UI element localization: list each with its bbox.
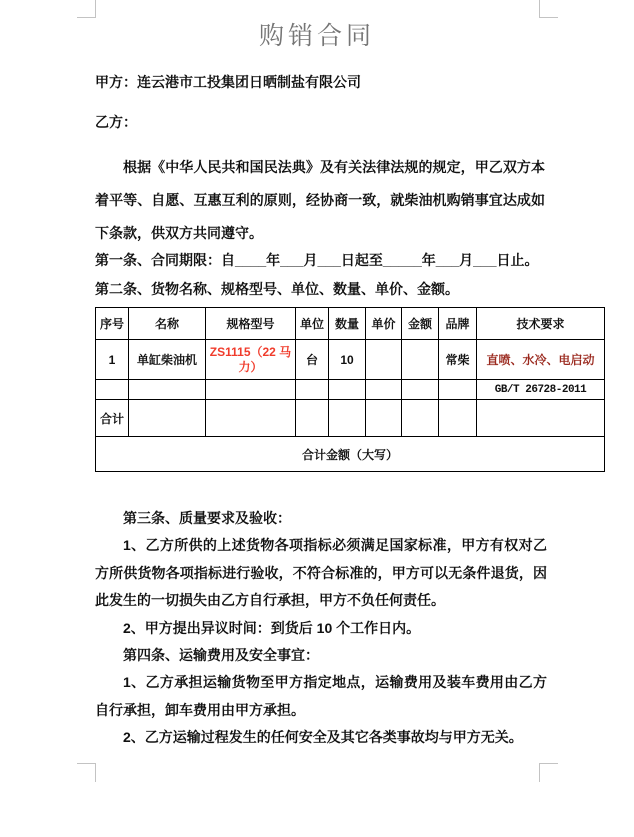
empty-cell <box>366 400 402 437</box>
header-tech: 技术要求 <box>477 308 605 340</box>
preamble-paragraph: 根据《中华人民共和国民法典》及有关法律法规的规定，甲乙双方本着平等、自愿、互惠互利的原则，经协商一致，就柴油机购销事宜达成如下条款，供双方共同遵守。 <box>95 159 545 241</box>
header-amount: 金额 <box>402 308 439 340</box>
empty-cell <box>402 400 439 437</box>
clause-4-heading: 第四条、运输费用及安全事宜： <box>123 647 319 664</box>
header-unit: 单位 <box>296 308 329 340</box>
margin-crop-mark-bottom-left <box>77 763 96 782</box>
empty-cell <box>439 400 477 437</box>
header-qty: 数量 <box>329 308 366 340</box>
header-spec: 规格型号 <box>206 308 296 340</box>
clause-3-item-2: 2、甲方提出异议时间：到货后 10 个工作日内。 <box>123 619 421 636</box>
empty-cell <box>296 400 329 437</box>
empty-cell <box>206 380 296 400</box>
clause-2-goods-intro: 第二条、货物名称、规格型号、单位、数量、单价、金额。 <box>95 281 459 297</box>
header-name: 名称 <box>129 308 206 340</box>
table-row-item-1 <box>96 340 605 380</box>
empty-cell <box>402 380 439 400</box>
header-seq: 序号 <box>96 308 129 340</box>
cell-total-label: 合计 <box>96 400 129 437</box>
cell-spec: ZS1115（22 马力） <box>206 340 296 380</box>
margin-crop-mark-bottom-right <box>539 763 558 782</box>
header-price: 单价 <box>366 308 402 340</box>
table-row-standard <box>96 380 605 400</box>
cell-amount-empty <box>402 340 439 380</box>
clauses-3-4-block <box>95 505 547 752</box>
empty-cell <box>329 400 366 437</box>
empty-cell <box>439 380 477 400</box>
clause-3-item-1: 1、乙方所供的上述货物各项指标必须满足国家标准，甲方有权对乙方所供货物各项指标进行验收，不符合标准的，甲方可以无条件退货，因此发生的一切损失由乙方自行承担，甲方不负任何责任。 <box>95 537 547 609</box>
clause-4-item-1: 1、乙方承担运输货物至甲方指定地点，运输费用及装车费用由乙方自行承担，卸车费用由甲方承担。 <box>95 674 547 718</box>
empty-cell <box>296 380 329 400</box>
table-row-total <box>96 400 605 437</box>
header-brand: 品牌 <box>439 308 477 340</box>
empty-cell <box>96 380 129 400</box>
cell-tech: 直喷、水冷、电启动 <box>477 340 605 380</box>
empty-cell <box>329 380 366 400</box>
cell-qty: 10 <box>329 340 366 380</box>
cell-unit: 台 <box>296 340 329 380</box>
empty-cell <box>129 400 206 437</box>
document-title: 购销合同 <box>258 23 375 50</box>
cell-seq: 1 <box>96 340 129 380</box>
cell-gb-standard: GB/T 26728-2011 <box>477 380 605 400</box>
table-row-grand-total <box>96 437 605 472</box>
cell-grand-total-label: 合计金额（大写） <box>96 437 605 472</box>
party-b-line: 乙方： <box>95 114 137 130</box>
goods-table <box>95 307 605 472</box>
empty-cell <box>206 400 296 437</box>
clause-4-item-2: 2、乙方运输过程发生的任何安全及其它各类事故均与甲方无关。 <box>123 729 523 746</box>
empty-cell <box>129 380 206 400</box>
cell-name: 单缸柴油机 <box>129 340 206 380</box>
clause-1-contract-period: 第一条、合同期限：自____年___月___日起至_____年___月___日止。 <box>95 252 539 268</box>
clause-3-heading: 第三条、质量要求及验收： <box>123 510 291 526</box>
cell-brand: 常柴 <box>439 340 477 380</box>
table-header-row <box>96 308 605 340</box>
cell-price-empty <box>366 340 402 380</box>
empty-cell <box>366 380 402 400</box>
empty-cell <box>477 400 605 437</box>
party-a-line: 甲方：连云港市工投集团日晒制盐有限公司 <box>95 74 361 90</box>
clause-1-2-block <box>95 246 595 304</box>
